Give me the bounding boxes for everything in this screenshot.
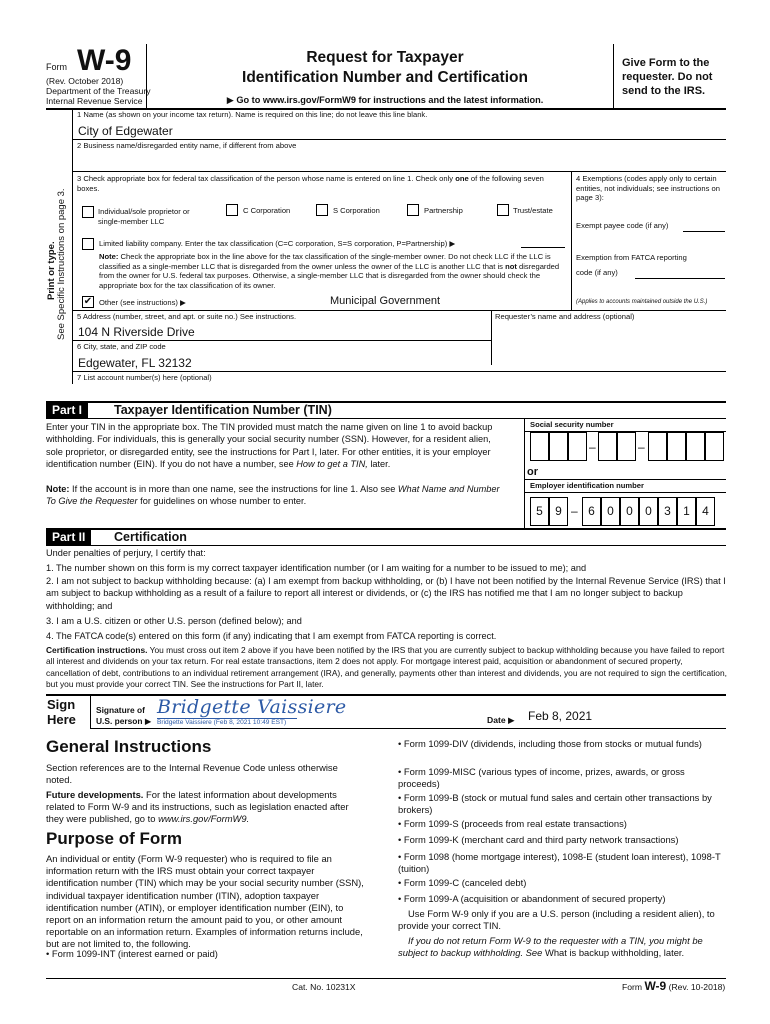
section-references: Section references are to the Internal Revenue Code unless otherwise noted. bbox=[46, 762, 338, 786]
part1-label: Part I bbox=[46, 402, 88, 418]
irs-label: Internal Revenue Service bbox=[46, 96, 143, 106]
ein-digit: 9 bbox=[549, 497, 568, 526]
bullet-1099-int: • Form 1099-INT (interest earned or paid) bbox=[46, 948, 218, 959]
ein-digit: 3 bbox=[658, 497, 677, 526]
right-bullet: • Form 1099-A (acquisition or abandonment of secured property) bbox=[398, 893, 666, 904]
right-bullet: • Form 1099-K (merchant card and third party network transactions) bbox=[398, 834, 679, 845]
or-label: or bbox=[527, 466, 538, 478]
sign-here-label: Sign Here bbox=[47, 697, 76, 727]
signature-stamp: Bridgette Vaissiere (Feb 8, 2021 10:49 EST) bbox=[157, 719, 287, 726]
line7-account-field[interactable] bbox=[78, 384, 718, 396]
right-bullet: • Form 1099-S (proceeds from real estate transactions) bbox=[398, 818, 627, 829]
ein-digit: 0 bbox=[620, 497, 639, 526]
line1-name-field[interactable]: City of Edgewater bbox=[78, 124, 173, 138]
line7-label: 7 List account number(s) here (optional) bbox=[77, 373, 212, 382]
goto-instructions: ▶ Go to www.irs.gov/FormW9 for instructions and the latest information. bbox=[226, 95, 544, 105]
footer-form: Form W-9 (Rev. 10-2018) bbox=[622, 979, 726, 993]
ssn-dash-1: – bbox=[589, 440, 596, 454]
line6-label: 6 City, state, and ZIP code bbox=[77, 342, 166, 351]
part1-note: Note: If the account is in more than one name, see the instructions for line 1. Also see What Name and Number To Give the Requester for guidelines on whose number to enter. bbox=[46, 484, 500, 507]
option-s-corp-label: S Corporation bbox=[333, 206, 380, 215]
llc-note: Note: Check the appropriate box in the line above for the tax classification of the single-member owner. Do not check LLC if the LLC is classified as a single-member LLC that is disregarded from the owner unless the owner of the LLC is another LLC that is not disregarded from the owner for U.S. federal tax purposes. Otherwise, a single-member LLC that is disregarded from the owner should check the appropriate box for the tax classification of its owner. bbox=[99, 252, 560, 290]
see-specific-label: See Specific Instructions on page 3. bbox=[56, 188, 67, 340]
checkbox-partnership[interactable] bbox=[407, 204, 419, 216]
general-instructions-heading: General Instructions bbox=[46, 737, 212, 756]
cert-intro: Under penalties of perjury, I certify that: bbox=[46, 548, 206, 558]
ein-digit: 0 bbox=[601, 497, 620, 526]
option-partnership-label: Partnership bbox=[424, 206, 463, 215]
title-line-2: Identification Number and Certification bbox=[242, 69, 528, 86]
cert-item-3: 3. I am a U.S. citizen or other U.S. person (defined below); and bbox=[46, 616, 302, 626]
line2-label: 2 Business name/disregarded entity name, if different from above bbox=[77, 141, 297, 150]
checkbox-trust-estate[interactable] bbox=[497, 204, 509, 216]
print-or-type-label: Print or type. bbox=[46, 241, 57, 300]
cert-item-2: 2. I am not subject to backup withholding because: (a) I am exempt from backup withholding, or (b) I have not been notified by the Internal Revenue Service (IRS) that I am subject to backup withholding as a result of a failure to report all interest or dividends, or (c) the IRS has notified me that I am no longer subject to backup withholding; and bbox=[46, 576, 726, 611]
signature-label: Signature of U.S. person ▶ bbox=[96, 705, 152, 726]
line3-label: 3 Check appropriate box for federal tax classification of the person whose name is entered on line 1. Check only one of the following seven boxes. bbox=[77, 174, 544, 193]
part2-title: Certification bbox=[114, 530, 187, 544]
ssn-label: Social security number bbox=[530, 420, 614, 429]
future-developments: Future developments. For the latest information about developments related to Form W-9 and its instructions, such as legislation enacted after they were published, go to www.irs.gov/FormW9. bbox=[46, 789, 349, 825]
line5-address-field[interactable]: 104 N Riverside Drive bbox=[78, 325, 195, 339]
revision-date: (Rev. October 2018) bbox=[46, 76, 124, 86]
right-bullet: • Form 1099-B (stock or mutual fund sales and certain other transactions by brokers) bbox=[398, 792, 712, 816]
form-title bbox=[160, 48, 610, 88]
option-trust-label: Trust/estate bbox=[513, 206, 553, 215]
fatca-applies-note: (Applies to accounts maintained outside the U.S.) bbox=[576, 299, 708, 305]
purpose-heading: Purpose of Form bbox=[46, 829, 183, 848]
option-individual-label: Individual/sole proprietor or single-member LLC bbox=[98, 207, 190, 226]
date-field[interactable]: Feb 8, 2021 bbox=[528, 709, 593, 723]
backup-withholding-note: If you do not return Form W-9 to the requester with a TIN, you might be subject to backup withholding. See What is backup withholding, later. bbox=[398, 935, 703, 959]
ein-digit: 0 bbox=[639, 497, 658, 526]
checkbox-llc[interactable] bbox=[82, 238, 94, 250]
line5-label: 5 Address (number, street, and apt. or suite no.) See instructions. bbox=[77, 312, 297, 321]
part1-instructions: Enter your TIN in the appropriate box. The TIN provided must match the name given on line 1 to avoid backup withholding. For individuals, this is generally your social security number (SSN). However, for a resident alien, sole proprietor, or disregarded entity, see the instructions for Part I, later. For other entities, it is your employer identification number (EIN). If you do not have a number, see How to get a TIN, later. bbox=[46, 422, 493, 470]
part1-title: Taxpayer Identification Number (TIN) bbox=[114, 403, 332, 417]
give-form-note: Give Form to the requester. Do not send to the IRS. bbox=[622, 57, 713, 97]
use-form-text: Use Form W-9 only if you are a U.S. person (including a resident alien), to provide your correct TIN. bbox=[398, 908, 715, 932]
right-bullet: • Form 1099-DIV (dividends, including those from stocks or mutual funds) bbox=[398, 738, 702, 749]
ein-digit: 4 bbox=[696, 497, 715, 526]
ein-digit: 1 bbox=[677, 497, 696, 526]
cert-item-1: 1. The number shown on this form is my correct taxpayer identification number (or I am waiting for a number to be issued to me); and bbox=[46, 563, 587, 573]
ein-dash: – bbox=[571, 504, 578, 518]
option-c-corp-label: C Corporation bbox=[243, 206, 291, 215]
checkbox-c-corporation[interactable] bbox=[226, 204, 238, 216]
treasury-dept: Department of the Treasury bbox=[46, 86, 151, 96]
checkbox-s-corporation[interactable] bbox=[316, 204, 328, 216]
requester-label: Requester’s name and address (optional) bbox=[495, 312, 635, 321]
purpose-text: An individual or entity (Form W-9 requester) who is required to file an information return with the IRS must obtain your correct taxpayer identification number (TIN) which may be your social security number (SSN), individual taxpayer identification number (ITIN), adoption taxpayer identification number (ATIN), or employer identification number (EIN), to report on an information return the amount paid to you, or other amount reportable on an information return. Examples of information returns include, but are not limited to, the following. bbox=[46, 853, 364, 950]
other-classification-field[interactable]: Municipal Government bbox=[330, 295, 441, 307]
line6-city-field[interactable]: Edgewater, FL 32132 bbox=[78, 356, 192, 370]
right-bullet: • Form 1098 (home mortgage interest), 1098-E (student loan interest), 1098-T (tuition) bbox=[398, 851, 721, 875]
exempt-payee-label: Exempt payee code (if any) bbox=[576, 221, 669, 230]
title-line-1: Request for Taxpayer bbox=[306, 49, 464, 66]
catalog-number: Cat. No. 10231X bbox=[292, 982, 356, 992]
part2-label: Part II bbox=[46, 529, 91, 545]
right-bullet: • Form 1099-C (canceled debt) bbox=[398, 877, 527, 888]
right-bullet: • Form 1099-MISC (various types of income, prizes, awards, or gross proceeds) bbox=[398, 766, 685, 790]
cert-item-4: 4. The FATCA code(s) entered on this form (if any) indicating that I am exempt from FATCA reporting is correct. bbox=[46, 631, 497, 641]
ein-digit: 5 bbox=[530, 497, 549, 526]
fatca-label: Exemption from FATCA reporting code (if any) bbox=[576, 253, 687, 277]
line4-label: 4 Exemptions (codes apply only to certain entities, not individuals; see instructions on page 3): bbox=[576, 174, 720, 203]
signature-field[interactable]: Bridgette Vaissiere bbox=[157, 696, 347, 718]
cert-instructions: Certification instructions. You must cross out item 2 above if you have been notified by the IRS that you are currently subject to backup withholding because you have failed to report all interest and dividends on your tax return. For real estate transactions, item 2 does not apply. For mortgage interest paid, acquisition or abandonment of secured property, cancellation of debt, contributions to an individual retirement arrangement (IRA), and generally, payments other than interest and dividends, you are not required to sign the certification, but you must provide your correct TIN. See the instructions for Part II, later. bbox=[46, 645, 727, 690]
checkbox-other[interactable]: ✔ bbox=[83, 296, 93, 307]
date-label: Date ▶ bbox=[487, 715, 515, 725]
ein-label: Employer identification number bbox=[530, 481, 644, 490]
form-number: W-9 bbox=[77, 44, 132, 77]
ein-digit: 6 bbox=[582, 497, 601, 526]
checkbox-individual[interactable] bbox=[82, 206, 94, 218]
line1-label: 1 Name (as shown on your income tax return). Name is required on this line; do not leave this line blank. bbox=[77, 110, 428, 119]
other-label: Other (see instructions) ▶ bbox=[99, 298, 186, 307]
llc-label: Limited liability company. Enter the tax classification (C=C corporation, S=S corporation, P=Partnership) ▶ bbox=[99, 239, 456, 248]
ssn-dash-2: – bbox=[638, 440, 645, 454]
form-label: Form bbox=[46, 62, 67, 72]
